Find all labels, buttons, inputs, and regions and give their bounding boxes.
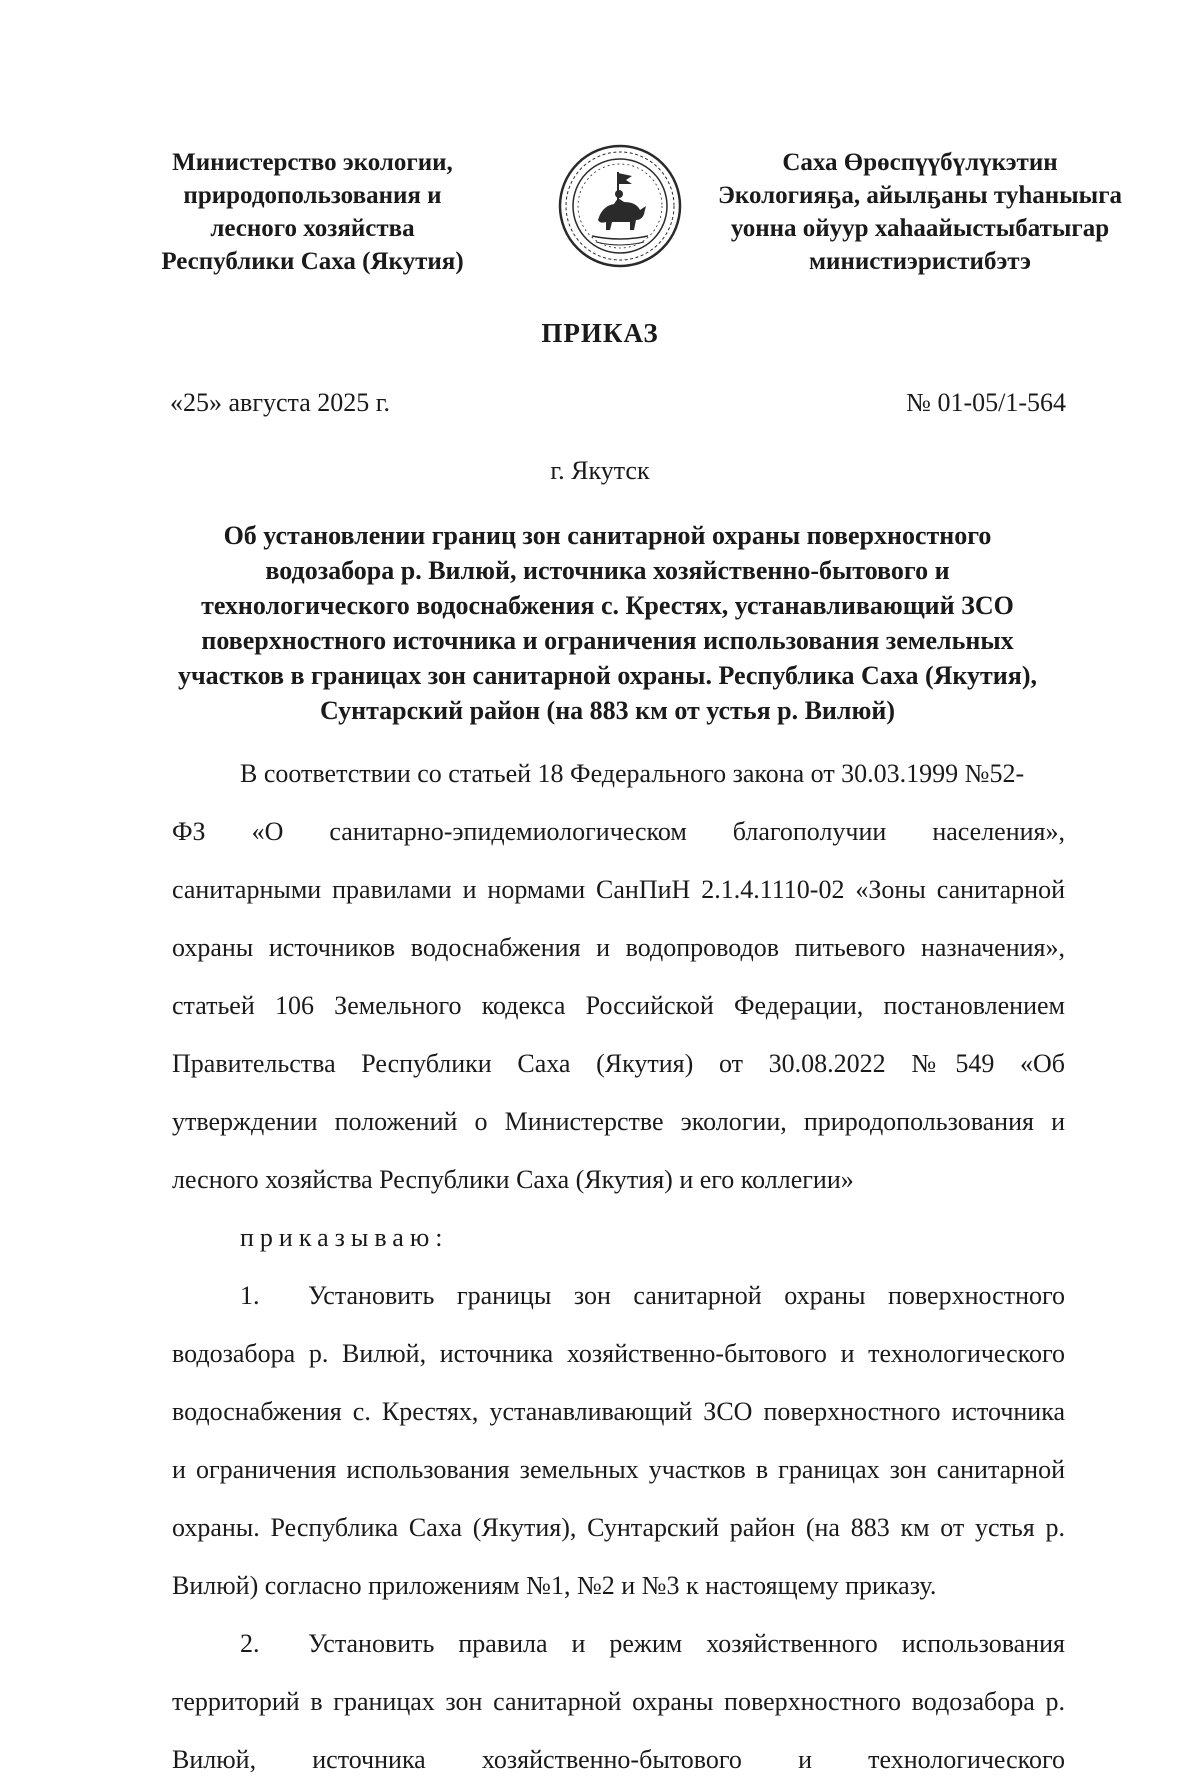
preamble-line: охраны источников водоснабжения и водопроводов питьевого назначения», (172, 933, 1065, 962)
order-item-line: Вилюй) согласно приложениям №1, №2 и №3 к настоящему приказу. (172, 1571, 937, 1600)
order-item-text: Установить границы зон санитарной охраны поверхностного (308, 1281, 1065, 1310)
ministry-name-russian (140, 146, 485, 278)
order-word: приказываю: (240, 1223, 449, 1252)
ministry-name-line: Саха Өрөспүүбүлүкэтин (782, 149, 1058, 176)
preamble-line: статьей 106 Земельного кодекса Российской Федерации, постановлением (172, 991, 1065, 1020)
preamble-line: В соответствии со статьей 18 Федерального закона от 30.03.1999 №52- (240, 759, 1025, 788)
document-title (150, 518, 1065, 728)
order-item-first-line (172, 1615, 1065, 1673)
document-title-line: Об установлении границ зон санитарной охраны поверхностного (223, 521, 992, 550)
ministry-name-line: министиэристибэтэ (809, 248, 1031, 275)
preamble-line: ФЗ «О санитарно-эпидемиологическом благополучии населения», (172, 817, 1065, 846)
order-item-line: Вилюй, источника хозяйственно-бытового и технологического (172, 1745, 1065, 1774)
ministry-name-line: Экологияҕа, айылҕаны туһаныыга (717, 182, 1123, 209)
order-item-line: водоснабжения с. Крестях, устанавливающий ЗСО поверхностного источника (172, 1397, 1065, 1426)
document-date: «25» августа 2025 г. (170, 388, 390, 417)
ministry-name-line: Республики Саха (Якутия) (161, 248, 464, 275)
document-title-line: технологического водоснабжения с. Крестях, устанавливающий ЗСО (201, 591, 1014, 620)
preamble-line: санитарными правилами и нормами СанПиН 2.1.4.1110-02 «Зоны санитарной (172, 875, 1065, 904)
order-item-line: водозабора р. Вилюй, источника хозяйственно-бытового и технологического (172, 1339, 1065, 1368)
document-title-line: участков в границах зон санитарной охраны. Республика Саха (Якутия), (178, 661, 1037, 690)
sakha-republic-coat-of-arms-icon (556, 142, 684, 270)
ministry-name-line: природопользования и (183, 182, 442, 209)
order-item-text: Установить правила и режим хозяйственного использования (308, 1629, 1065, 1658)
preamble-line: утверждении положений о Министерстве экологии, природопользования и (172, 1107, 1065, 1136)
document-city: г. Якутск (550, 456, 650, 485)
document-title-line: водозабора р. Вилюй, источника хозяйственно-бытового и (265, 556, 950, 585)
order-item-first-line (172, 1267, 1065, 1325)
document-body (172, 745, 1065, 1789)
document-title-line: Сунтарский район (на 883 км от устья р. Вилюй) (319, 696, 896, 725)
document-title-line: поверхностного источника и ограничения использования земельных (201, 626, 1014, 655)
document-number: № 01-05/1-564 (906, 388, 1066, 417)
ministry-name-sakha (700, 146, 1140, 278)
ministry-name-line: Министерство экологии, (172, 149, 453, 176)
ministry-name-line: лесного хозяйства (210, 215, 415, 242)
order-item-line: территорий в границах зон санитарной охраны поверхностного водозабора р. (172, 1687, 1065, 1716)
preamble-line: Правительства Республики Саха (Якутия) от 30.08.2022 №549 «Об (172, 1049, 1065, 1078)
order-item-line: и ограничения использования земельных участков в границах зон санитарной (172, 1455, 1065, 1484)
order-item-number: 1. (240, 1281, 260, 1310)
document-type-heading: ПРИКАЗ (541, 318, 659, 348)
ministry-name-line: уонна ойуур хаһаайыстыбатыгар (730, 215, 1110, 242)
order-item-line: охраны. Республика Саха (Якутия), Сунтарский район (на 883 км от устья р. (172, 1513, 1065, 1542)
order-item-number: 2. (240, 1629, 260, 1658)
preamble-line: лесного хозяйства Республики Саха (Якутия) и его коллегии» (172, 1165, 854, 1194)
